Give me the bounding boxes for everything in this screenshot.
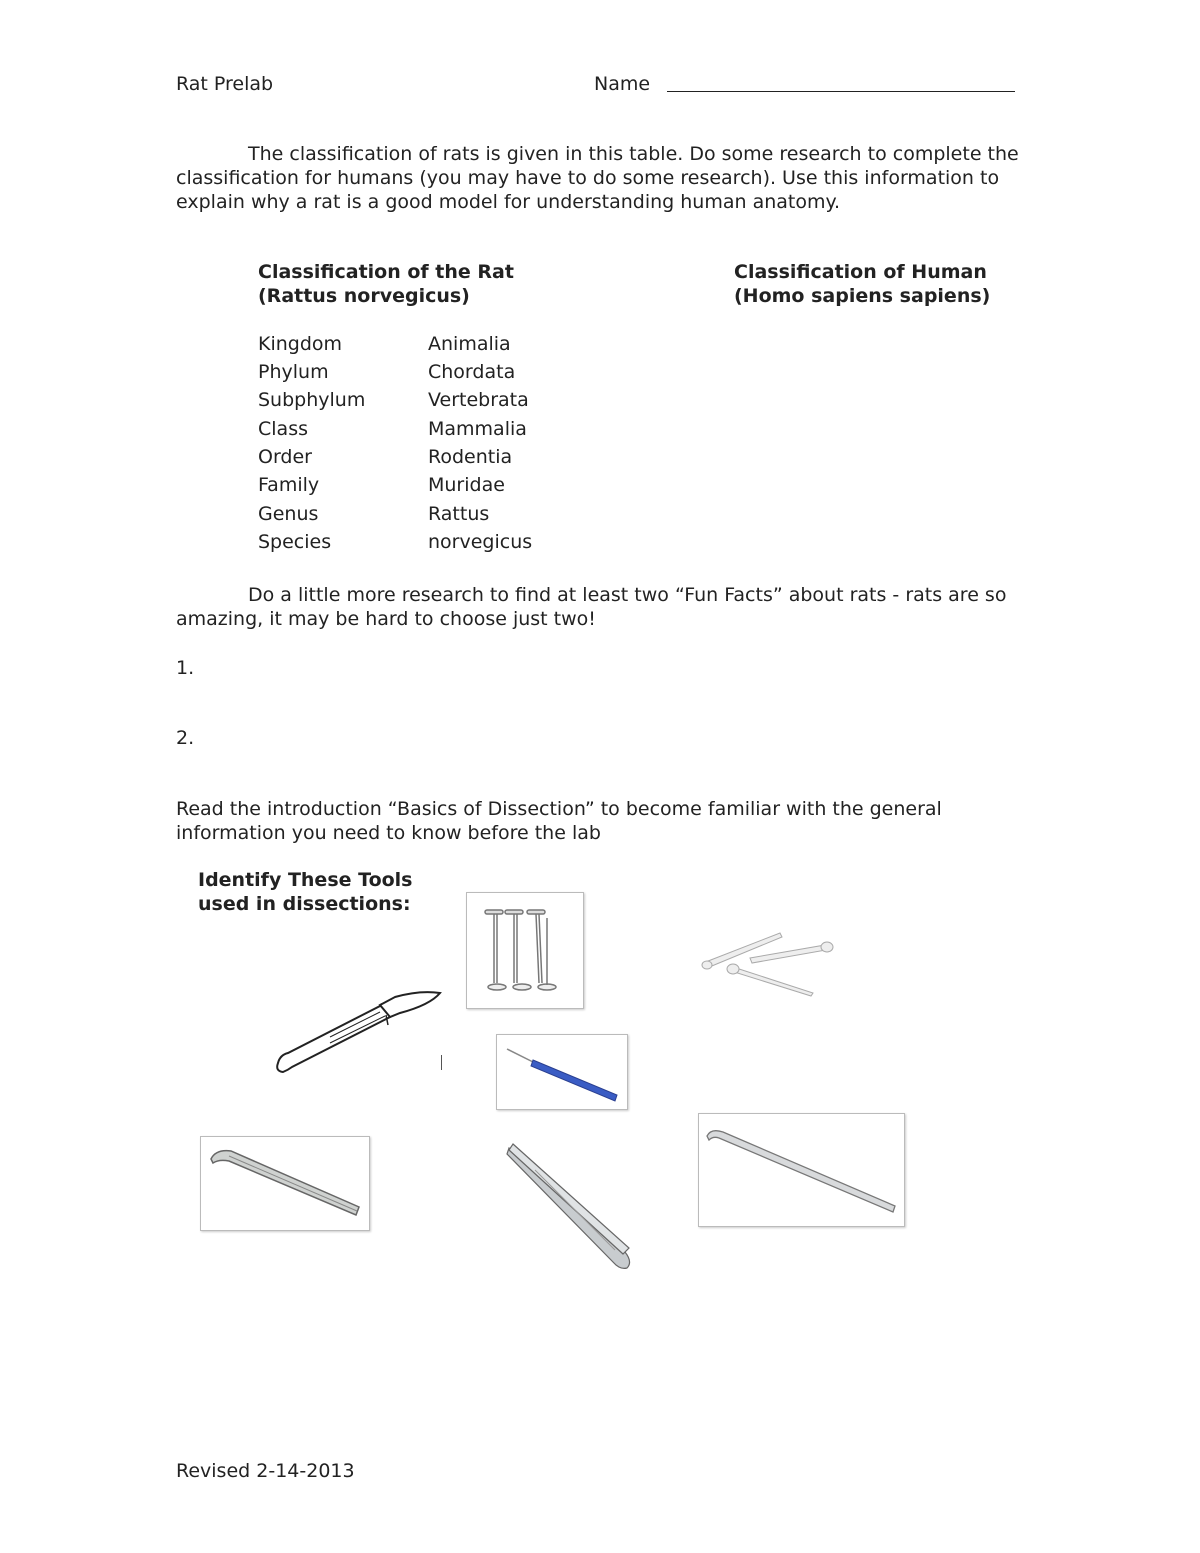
dissecting-needle-image [496,1034,628,1110]
curved-forceps-image [200,1136,370,1231]
taxon-value: Muridae [428,474,505,496]
probe-image [698,1113,905,1227]
rank-label: Family [258,474,320,496]
revision-footer: Revised 2-14-2013 [176,1460,355,1482]
name-label: Name [594,73,651,95]
header-title: Rat Prelab [176,73,274,95]
fun-fact-1-number: 1. [176,657,195,679]
human-heading-line1: Classification of Human [734,261,987,283]
rank-label: Class [258,418,308,440]
rank-label: Phylum [258,361,329,383]
human-heading-line2: (Homo sapiens sapiens) [734,285,991,307]
name-blank-line[interactable] [667,91,1015,92]
taxon-value: Mammalia [428,418,527,440]
stray-mark [441,1055,442,1070]
tools-heading-line2: used in dissections: [198,893,411,915]
taxon-value: Vertebrata [428,389,529,411]
rank-label: Order [258,446,312,468]
tools-heading-line1: Identify These Tools [198,869,413,891]
fun-fact-2-number: 2. [176,727,195,749]
intro-paragraph: The classification of rats is given in this table. Do some research to complete the classification for humans (you may have to do some research). Use this information to explain why a rat is a good model for understanding human anatomy. [176,143,1019,213]
rank-label: Subphylum [258,389,366,411]
taxon-value: Chordata [428,361,516,383]
read-introduction-instruction: Read the introduction “Basics of Dissection” to become familiar with the general information you need to know before the lab [176,798,942,844]
taxon-value: Rodentia [428,446,513,468]
rank-label: Kingdom [258,333,343,355]
rat-heading-line1: Classification of the Rat [258,261,514,283]
taxon-value: Rattus [428,503,490,525]
classification-table [258,330,588,560]
dropper-pipettes-image [695,925,840,1000]
rat-heading-line2: (Rattus norvegicus) [258,285,470,307]
rank-label: Species [258,531,332,553]
taxon-value: norvegicus [428,531,533,553]
t-pins-image [466,892,584,1009]
thumb-forceps-image [505,1140,640,1275]
fun-facts-prompt: Do a little more research to find at least two “Fun Facts” about rats - rats are so amazing, it may be hard to choose just two! [176,584,1007,630]
taxon-value: Animalia [428,333,511,355]
scalpel-image [270,985,445,1080]
rank-label: Genus [258,503,319,525]
